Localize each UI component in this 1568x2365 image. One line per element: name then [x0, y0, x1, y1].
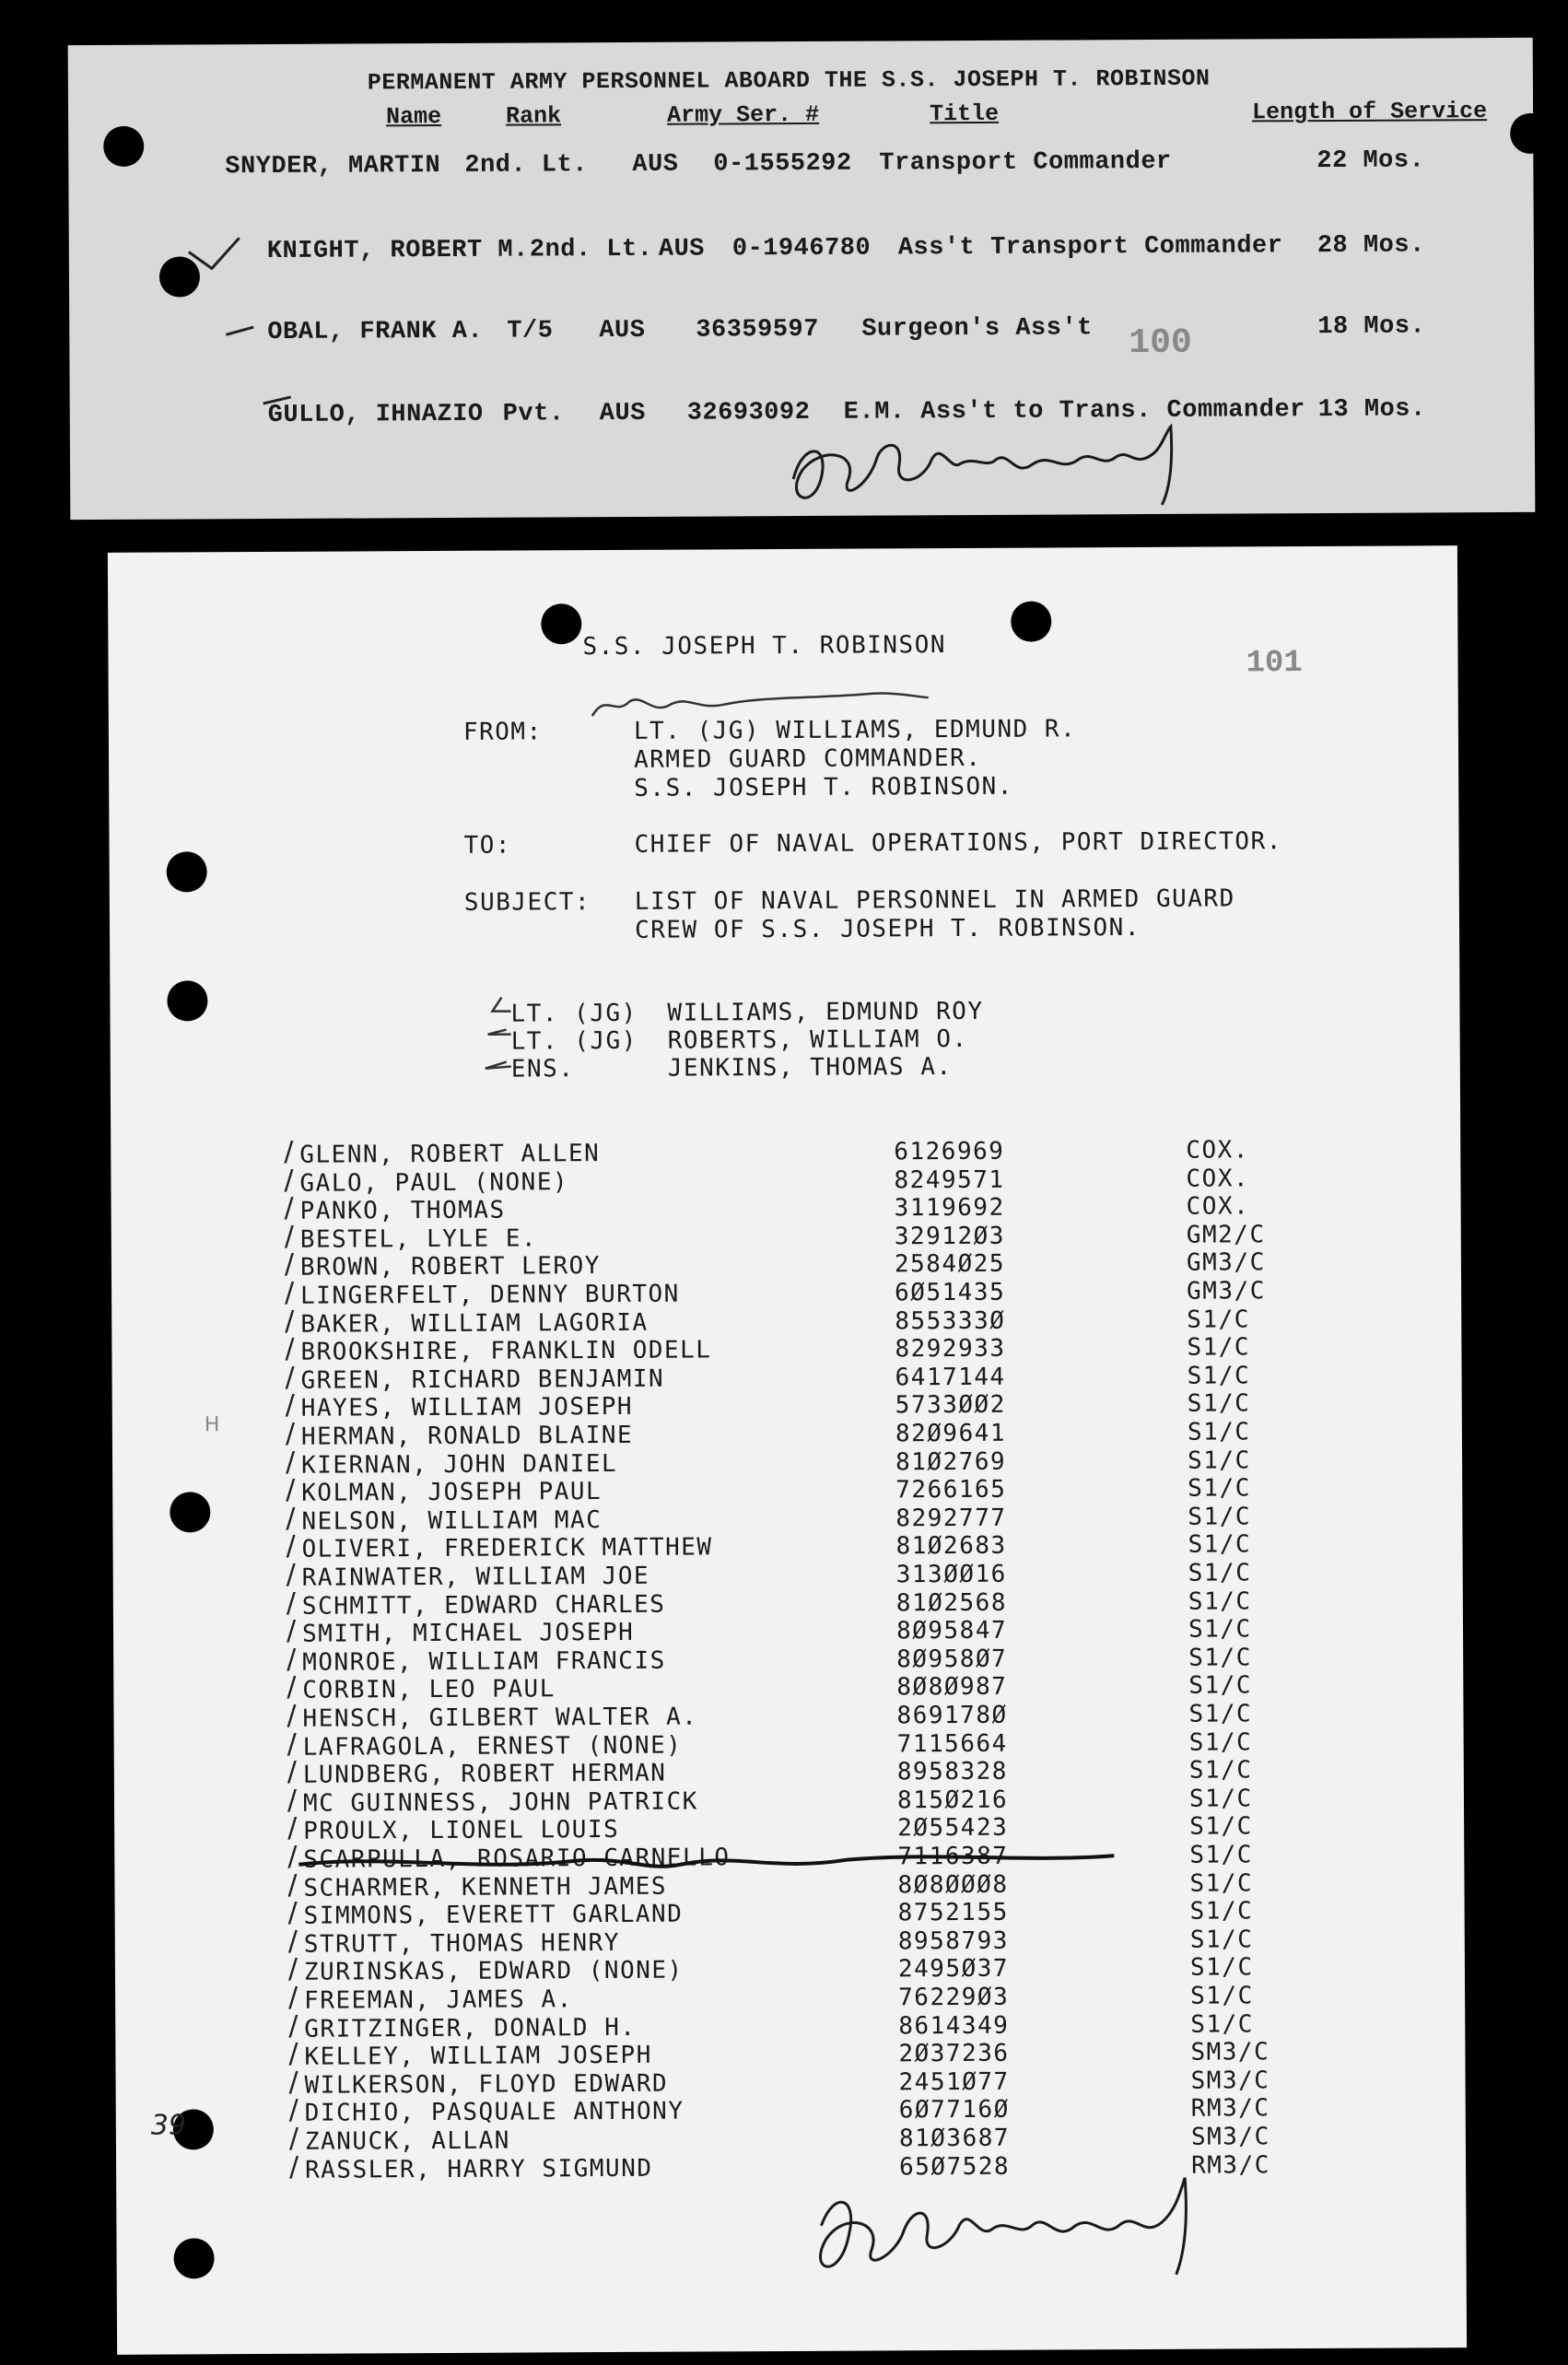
check-mark: /: [285, 1389, 297, 1423]
crew-rate: S1/C: [1189, 1868, 1254, 1898]
check-mark: /: [284, 1135, 295, 1168]
crew-name: SMITH, MICHAEL JOSEPH: [301, 1619, 635, 1648]
crew-name: GALO, PAUL (NONE): [299, 1167, 569, 1198]
check-mark: /: [285, 1361, 297, 1394]
crew-name: KELLEY, WILLIAM JOSEPH: [304, 2041, 652, 2071]
crew-rate: S1/C: [1188, 1559, 1252, 1587]
check-marks: [184, 233, 296, 446]
crew-name: NELSON, WILLIAM MAC: [301, 1505, 603, 1536]
check-mark: /: [287, 1812, 298, 1845]
crew-rate: S1/C: [1187, 1389, 1251, 1419]
crew-name: SCHMITT, EDWARD CHARLES: [301, 1590, 666, 1621]
crew-service-number: 8292933: [895, 1334, 1006, 1364]
page-stamp: 100: [1129, 322, 1192, 364]
crew-name: SCHARMER, KENNETH JAMES: [303, 1872, 668, 1903]
crew-name: RASSLER, HARRY SIGMUND: [305, 2154, 653, 2184]
crew-service-number: 855333Ø: [895, 1306, 1006, 1335]
army-row-service: 18 Mos.: [1317, 312, 1426, 342]
punch-hole: [167, 851, 207, 892]
from-label: FROM:: [462, 718, 543, 746]
army-list-title: PERMANENT ARMY PERSONNEL ABOARD THE S.S. JOSEPH T. ROBINSON: [367, 64, 1211, 97]
check-mark: /: [287, 1840, 299, 1873]
crew-rate: S1/C: [1188, 1700, 1253, 1728]
crew-name: MONROE, WILLIAM FRANCIS: [302, 1646, 666, 1677]
army-row-branch: AUS: [599, 316, 646, 345]
crew-service-number: 8958793: [897, 1926, 1009, 1956]
crew-service-number: 65Ø7528: [898, 2152, 1011, 2181]
subject-label: SUBJECT:: [463, 888, 591, 917]
crew-service-number: 6417144: [895, 1363, 1006, 1392]
crew-rate: S1/C: [1187, 1446, 1251, 1475]
crew-name: GRITZINGER, DONALD H.: [304, 2013, 637, 2043]
punch-hole: [103, 126, 144, 167]
crew-rate: S1/C: [1188, 1474, 1251, 1503]
check-mark: /: [286, 1586, 298, 1620]
crew-rate: S1/C: [1188, 1671, 1253, 1701]
crew-service-number: 81Ø2769: [895, 1447, 1007, 1476]
from-line: LT. (JG) WILLIAMS, EDMUND R.: [633, 715, 1077, 745]
page-stamp: 101: [1246, 646, 1303, 682]
check-mark: /: [286, 1530, 298, 1563]
crew-rate: S1/C: [1188, 1785, 1253, 1813]
crew-name: HERMAN, RONALD BLAINE: [300, 1421, 634, 1451]
crew-rate: COX.: [1186, 1192, 1250, 1221]
crew-service-number: 2451Ø77: [898, 2067, 1010, 2097]
crew-rate: S1/C: [1189, 1812, 1253, 1842]
subject-line: CREW OF S.S. JOSEPH T. ROBINSON.: [634, 913, 1141, 944]
crew-rate: SM3/C: [1190, 2066, 1270, 2095]
crew-rate: S1/C: [1189, 1926, 1254, 1954]
crew-rate: S1/C: [1188, 1586, 1252, 1616]
header-rank: Rank: [505, 102, 562, 130]
from-line: S.S. JOSEPH T. ROBINSON.: [634, 772, 1013, 802]
punch-hole: [167, 980, 207, 1021]
crew-service-number: 2Ø55423: [897, 1814, 1009, 1843]
officer-rank: ENS.: [510, 1055, 575, 1083]
crew-service-number: 82Ø9641: [895, 1419, 1007, 1448]
crew-service-number: 2495Ø37: [897, 1955, 1010, 1984]
margin-note: 39: [150, 2109, 187, 2142]
strike-through: [294, 1842, 1123, 1883]
crew-rate: S1/C: [1188, 1756, 1253, 1785]
check-mark: /: [284, 1164, 296, 1197]
army-row-serial: 0-1555292: [713, 149, 852, 179]
check-mark: /: [286, 1502, 298, 1535]
crew-name: GREEN, RICHARD BENJAMIN: [300, 1364, 665, 1395]
crew-service-number: 8614349: [898, 2011, 1010, 2040]
crew-service-number: 815Ø216: [896, 1785, 1009, 1815]
army-row-rank: 2nd. Lt.: [464, 151, 589, 180]
crew-name: FREEMAN, JAMES A.: [304, 1985, 573, 2015]
check-mark: /: [287, 1671, 298, 1704]
check-mark: /: [288, 2150, 300, 2184]
crew-rate: S1/C: [1189, 1953, 1254, 1983]
officer-name: ROBERTS, WILLIAM O.: [667, 1024, 968, 1055]
check-mark: /: [288, 2009, 299, 2043]
crew-service-number: 5733ØØ2: [895, 1391, 1006, 1420]
crew-rate: S1/C: [1187, 1305, 1250, 1334]
crew-service-number: 6Ø7716Ø: [898, 2096, 1010, 2125]
crew-service-number: 313ØØ16: [895, 1560, 1007, 1589]
crew-name: PANKO, THOMAS: [299, 1196, 506, 1225]
check-mark: /: [288, 2037, 300, 2071]
crew-name: LUNDBERG, ROBERT HERMAN: [302, 1759, 667, 1789]
check-mark: /: [285, 1417, 297, 1450]
crew-name: BROOKSHIRE, FRANKLIN ODELL: [300, 1336, 712, 1366]
check-mark: /: [287, 1896, 299, 1930]
crew-rate: S1/C: [1187, 1333, 1251, 1362]
crew-service-number: 8Ø8Ø987: [896, 1673, 1008, 1702]
crew-name: SCARPULLA, ROSARIO CARNELLO: [303, 1844, 731, 1874]
check-mark: /: [285, 1305, 296, 1338]
check-mark: /: [286, 1473, 297, 1507]
army-row-rank: Pvt.: [502, 400, 565, 428]
crew-name: DICHIO, PASQUALE ANTHONY: [304, 2097, 685, 2128]
crew-name: MC GUINNESS, JOHN PATRICK: [302, 1787, 698, 1818]
check-mark: /: [288, 2122, 300, 2155]
header-name: Name: [385, 103, 442, 131]
crew-service-number: 81Ø2683: [895, 1532, 1007, 1561]
crew-name: BAKER, WILLIAM LAGORIA: [300, 1308, 649, 1339]
crew-rate: S1/C: [1190, 2009, 1254, 2039]
crew-name: PROULX, LIONEL LOUIS: [303, 1816, 620, 1846]
crew-rate: S1/C: [1188, 1644, 1252, 1672]
crew-rate: S1/C: [1190, 1982, 1254, 2010]
army-row-rank: T/5: [507, 317, 554, 345]
to-line: CHIEF OF NAVAL OPERATIONS, PORT DIRECTOR.: [634, 827, 1282, 859]
crew-name: SIMMONS, EVERETT GARLAND: [303, 1900, 684, 1930]
check-mark: /: [285, 1446, 297, 1479]
crew-service-number: 8Ø958Ø7: [896, 1645, 1008, 1674]
army-row-title: Ass't Transport Commander: [897, 232, 1283, 263]
crew-name: HAYES, WILLIAM JOSEPH: [300, 1393, 634, 1423]
crew-name: KOLMAN, JOSEPH PAUL: [301, 1478, 603, 1507]
punch-hole: [1011, 601, 1051, 641]
check-marks: [474, 992, 530, 1094]
crew-rate: GM2/C: [1186, 1221, 1266, 1249]
crew-rate: S1/C: [1188, 1503, 1252, 1531]
crew-rate: RM3/C: [1190, 2150, 1270, 2180]
army-row-name: KNIGHT, ROBERT M.: [266, 236, 529, 266]
check-mark: /: [287, 1699, 298, 1732]
crew-service-number: 6Ø51435: [895, 1278, 1006, 1307]
punch-hole: [1510, 113, 1550, 154]
crew-service-number: 8958328: [896, 1757, 1008, 1786]
memo-ship-heading: S.S. JOSEPH T. ROBINSON: [582, 631, 947, 661]
army-row-service: 22 Mos.: [1316, 146, 1425, 176]
crew-service-number: 8752155: [897, 1898, 1009, 1927]
margin-mark: H: [204, 1413, 220, 1437]
check-mark: /: [287, 1925, 299, 1958]
crew-name: GLENN, ROBERT ALLEN: [299, 1140, 601, 1169]
crew-service-number: 8249571: [894, 1165, 1005, 1194]
crew-name: BROWN, ROBERT LEROY: [299, 1252, 601, 1282]
crew-service-number: 2584Ø25: [894, 1250, 1006, 1279]
officer-name: WILLIAMS, EDMUND ROY: [667, 997, 984, 1027]
scribble-strike: [588, 686, 938, 725]
army-row-title: Surgeon's Ass't: [861, 314, 1093, 344]
signature: [775, 413, 1236, 517]
crew-service-number: 7116387: [897, 1842, 1009, 1871]
crew-service-number: 2Ø37236: [898, 2039, 1010, 2068]
crew-service-number: 7115664: [896, 1729, 1008, 1758]
crew-rate: S1/C: [1189, 1897, 1254, 1926]
from-line: ARMED GUARD COMMANDER.: [633, 743, 982, 774]
crew-rate: COX.: [1186, 1136, 1250, 1165]
officer-rank: LT. (JG): [510, 1026, 638, 1056]
army-row-branch: AUS: [632, 150, 679, 179]
crew-rate: SM3/C: [1190, 2038, 1270, 2066]
army-row-branch: AUS: [658, 235, 706, 263]
armed-guard-memo-sheet: [108, 545, 1467, 2355]
subject-line: LIST OF NAVAL PERSONNEL IN ARMED GUARD: [634, 884, 1235, 916]
army-row-serial: 0-1946780: [731, 234, 872, 263]
army-personnel-sheet: [68, 38, 1536, 520]
crew-name: STRUTT, THOMAS HENRY: [303, 1928, 620, 1959]
army-row-title: Transport Commander: [879, 147, 1172, 178]
crew-name: ZURINSKAS, EDWARD (NONE): [303, 1956, 684, 1987]
army-row-service: 13 Mos.: [1317, 395, 1426, 425]
check-mark: /: [284, 1191, 296, 1225]
crew-service-number: 8Ø8ØØØ8: [897, 1870, 1009, 1899]
crew-name: BESTEL, LYLE E.: [299, 1224, 538, 1254]
crew-service-number: 7266165: [895, 1475, 1007, 1504]
check-mark: /: [288, 2066, 300, 2099]
crew-name: OLIVERI, FREDERICK MATTHEW: [301, 1533, 713, 1564]
crew-rate: S1/C: [1188, 1727, 1253, 1757]
check-mark: /: [287, 1784, 298, 1817]
crew-name: WILKERSON, FLOYD EDWARD: [304, 2069, 669, 2100]
check-mark: /: [285, 1332, 297, 1366]
crew-service-number: 6126969: [894, 1137, 1005, 1166]
crew-rate: S1/C: [1188, 1615, 1252, 1644]
crew-rate: S1/C: [1187, 1362, 1251, 1390]
crew-name: KIERNAN, JOHN DANIEL: [300, 1449, 618, 1480]
crew-service-number: 81Ø3687: [898, 2124, 1011, 2153]
check-mark: /: [284, 1248, 296, 1282]
to-label: TO:: [463, 831, 512, 860]
army-row-name: OBAL, FRANK A.: [267, 317, 484, 347]
check-mark: /: [284, 1220, 296, 1253]
crew-service-number: 32912Ø3: [894, 1222, 1005, 1251]
army-row-rank: 2nd. Lt.: [529, 235, 653, 264]
crew-name: LAFRAGOLA, ERNEST (NONE): [302, 1731, 683, 1762]
army-row-name: GULLO, IHNAZIO: [267, 400, 484, 430]
check-mark: /: [288, 2094, 300, 2127]
army-row-serial: 36359597: [696, 315, 819, 345]
crew-service-number: 8292777: [895, 1504, 1007, 1533]
crew-list: [111, 1135, 1466, 2285]
crew-name: LINGERFELT, DENNY BURTON: [300, 1280, 680, 1310]
crew-name: CORBIN, LEO PAUL: [302, 1675, 556, 1705]
army-row-service: 28 Mos.: [1316, 231, 1425, 261]
crew-rate: GM3/C: [1186, 1248, 1266, 1278]
check-mark: /: [287, 1868, 299, 1902]
check-mark: /: [287, 1643, 298, 1676]
crew-name: HENSCH, GILBERT WALTER A.: [302, 1703, 698, 1733]
check-mark: /: [288, 1981, 299, 2014]
army-row-title: E.M. Ass't to Trans. Commander: [843, 396, 1305, 427]
header-title: Title: [929, 100, 1000, 128]
crew-service-number: 76229Ø3: [898, 1983, 1010, 2012]
crew-rate: S1/C: [1189, 1841, 1254, 1869]
crew-service-number: 3119692: [894, 1193, 1005, 1223]
crew-name: ZANUCK, ALLAN: [304, 2126, 510, 2156]
crew-name: RAINWATER, WILLIAM JOE: [301, 1562, 650, 1592]
header-length-of-service: Length of Service: [1251, 98, 1488, 126]
signature: [793, 2168, 1273, 2309]
army-row-serial: 32693092: [686, 398, 811, 427]
army-row-branch: AUS: [599, 399, 646, 428]
check-mark: /: [287, 1953, 299, 1986]
check-mark: /: [286, 1614, 298, 1648]
crew-service-number: 81Ø2568: [895, 1588, 1008, 1617]
header-serial: Army Ser. #: [666, 100, 820, 129]
crew-rate: S1/C: [1187, 1418, 1251, 1446]
check-mark: /: [287, 1727, 298, 1761]
check-mark: /: [287, 1755, 298, 1789]
army-row-name: SNYDER, MARTIN: [225, 152, 441, 181]
crew-service-number: 869178Ø: [896, 1701, 1008, 1730]
check-mark: /: [286, 1558, 298, 1591]
crew-rate: S1/C: [1188, 1530, 1252, 1560]
crew-rate: GM3/C: [1187, 1277, 1266, 1305]
crew-rate: SM3/C: [1190, 2123, 1270, 2151]
crew-rate: COX.: [1186, 1164, 1250, 1193]
officer-name: JENKINS, THOMAS A.: [667, 1053, 953, 1083]
check-mark: /: [285, 1276, 296, 1309]
crew-service-number: 8Ø95847: [895, 1616, 1008, 1645]
officer-rank: LT. (JG): [510, 999, 638, 1028]
punch-hole: [541, 603, 581, 644]
crew-rate: RM3/C: [1190, 2094, 1270, 2124]
